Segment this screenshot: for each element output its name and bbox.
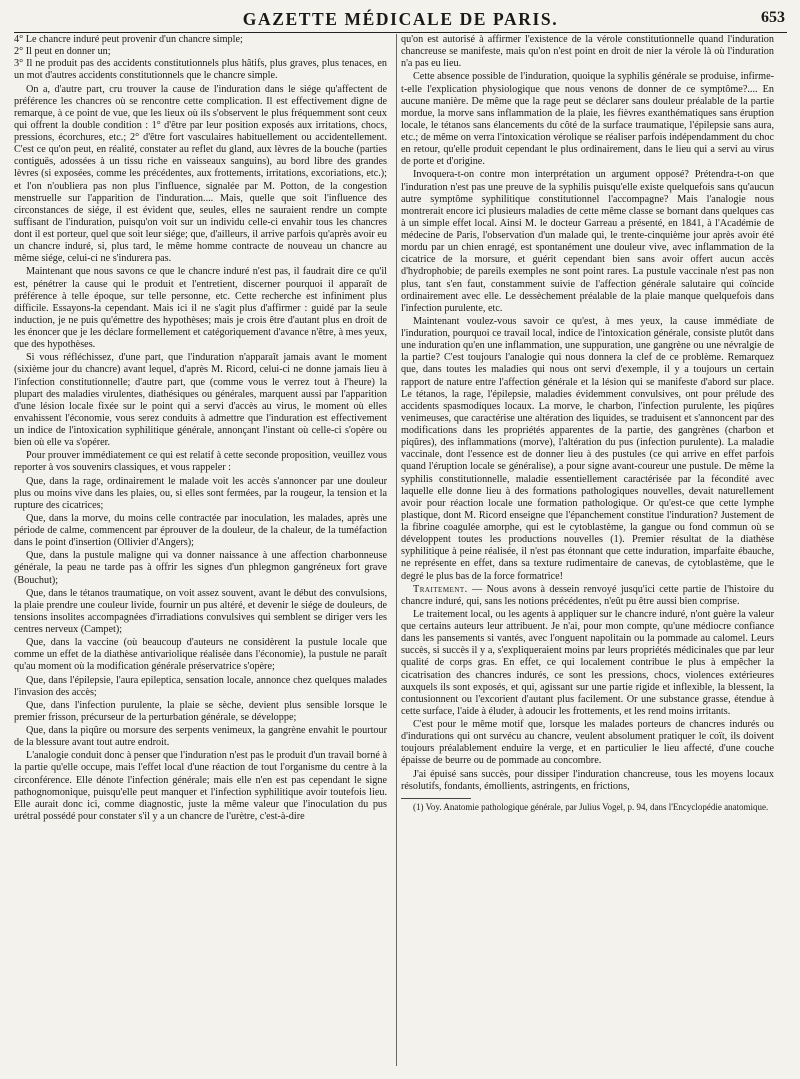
paragraph: 2° Il peut en donner un; xyxy=(14,46,111,58)
paragraph: J'ai épuisé sans succès, pour dissiper l'induration chancreuse, tous les moyens locaux résolutifs, fondants, émollients, astringents, en frictions, xyxy=(401,768,774,792)
column-divider xyxy=(396,34,397,1066)
paragraph: 4° Le chancre induré peut provenir d'un chancre simple; xyxy=(14,34,243,45)
paragraph: Maintenant voulez-vous savoir ce qu'est, à mes yeux, la cause immédiate de l'induration, pourquoi ce travail local, indice de l'intoxication générale, consiste plutôt dans une induration qu'en une inflammation, une suppuration, une gangrène ou une névralgie de la partie? C'est toujours l'analogie qui nous donnera la clef de ce problème. Remarquez que, dans toutes les maladies qui nous ont servi d'exemple, il y a toujours un certain rapport de nature entre l'affection générale et la lésion qui se manifeste d'abord sur place. Le tétanos, la rage, l'épilepsie, maladies évidemment convulsives, ont pour prélude des accidents spasmodiques locaux. La morve, le charbon, l'infection purulente, les piqûres venimeuses, que caractérise une altération des liquides, se traduisent et s'annoncent par des modifications dans les propriétés apparentes de la partie, des gangrènes (charbon et piqûres), des inflammations (morve), l'altération du pus (infection purulente). La maladie vaccinale, dont l'essence est de donner lieu à des pustules (ce qui arrive en effet parfois quand l'éruption locale se généralise), a pour signe avant-coureur une pustule. De même la syphilis constitutionnelle, maladie essentiellement caractérisée par la fécondité avec laquelle elle donne lieu à des formations pathologiques nouvelles, devait naturellement avoir pour réaction locale une formation pathologique. Or qu'est-ce que cette lymphe plastique, dont M. Ricord enseigne que l'épanchement constitue l'induration? Justement de la fibrine coagulée amorphe, qui est le cytoblastème, la gangue ou fond commun où se développent toutes les productions nouvelles (1). Premier résultat de la diathèse syphilitique à peine réalisée, il n'est pas étonnant que cette induration, imparfaite ébauche, ne représente en effet, dans sa texture rudimentaire de canevas, de cytoblastème, que le degré le plus bas de la force formatrice! xyxy=(401,315,774,582)
paragraph: C'est pour le même motif que, lorsque les malades porteurs de chancres indurés ou d'indurations qui ont survécu au chancre, veulent absolument pratiquer le coït, ils doivent toujours préalablement enduire la verge, et en particulier le lieu affecté, d'une couche épaisse de beurre ou de pommade au concombre. xyxy=(401,719,774,767)
footnote: (1) Voy. Anatomie pathologique générale, par Julius Vogel, p. 94, dans l'Encyclopédie anatomique. xyxy=(413,801,769,812)
page-header xyxy=(14,0,787,33)
paragraph: Que, dans l'épilepsie, l'aura epileptica, sensation locale, annonce chez quelques malades l'invasion des accès; xyxy=(14,674,387,698)
footnote-rule xyxy=(401,798,471,799)
paragraph: 3° Il ne produit pas des accidents constitutionnels plus hâtifs, plus graves, plus tenaces, en un mot d'autres accidents constitutionnels que le chancre simple. xyxy=(14,58,387,82)
journal-title: GAZETTE MÉDICALE DE PARIS. xyxy=(242,9,559,29)
paragraph: L'analogie conduit donc à penser que l'induration n'est pas le produit d'un travail borné à la partie qu'elle occupe, mais l'effet local d'une réaction de tout l'organisme du centre à la circonférence. Elle dénote l'infection générale; mais elle n'en est pas cependant le signe pathognomonique, puisqu'elle peut manquer et l'infection syphilitique avoir toutefois lieu. Elle aurait donc ici, comme diagnostic, juste la même valeur que l'inoculation du pus urétral possédé pour constater s'il y a un chancre de l'urètre, c'est-à-dire xyxy=(14,750,387,822)
paragraph: Invoquera-t-on contre mon interprétation un argument opposé? Prétendra-t-on que l'induration n'est pas une preuve de la syphilis puisqu'elle existe quelquefois sans qu'aucun autre symptôme syphilitique constitutionnel l'accompagne? Mais l'analogie nous montrerait encore ici plusieurs maladies de cette même classe se bornant dans quelques cas à un simple effet local. Ainsi M. le docteur Garreau a présenté, en 1841, à l'Académie de médecine de Paris, l'observation d'un malade qui, le trente-cinquième jour après avoir été mordu par un chien enragé, est spontanément une douleur vive, avec inflammation de la cicatrice de la morsure, et guérit cependant bien sans avoir offert aucun accès d'hydrophobie; de pareils exemples ne sont point rares. La pustule vaccinale n'est pas non plus, tant s'en faut, constamment suivie de l'affection générale salutaire qui coïncide ordinairement avec elle. Le dessèchement préalable de la plaie manque quelquefois dans l'infection purulente, etc. xyxy=(401,169,774,314)
paragraph-text: Nous avons à dessein renvoyé jusqu'ici cette partie de l'histoire du chancre induré, qui, sans les notions précédentes, n'eût pu être aussi bien comprise. xyxy=(401,583,774,607)
paragraph: Si vous réfléchissez, d'une part, que l'induration n'apparaît jamais avant le moment (sixième jour du chancre) avant lequel, d'après M. Ricord, celui-ci ne donne jamais lieu à l'infection constitutionnelle; d'autre part, que (comme vous le verrez tout à l'heure) la plupart des maladies virulentes, diathésiques ou générales, marquent aussi par l'apparition d'une lésion locale fixée sur le point qui a servi d'accès au virus, le moment où elles envahissent l'économie, vous serez conduits à admettre que l'induration est effectivement un indice de l'intoxication syphilitique générale, annonçant l'instant où celle-ci s'opère ou bien où elle va s'opérer. xyxy=(14,352,387,449)
paragraph: Le traitement local, ou les agents à appliquer sur le chancre induré, n'ont guère la valeur que certains auteurs leur attribuent. Je n'ai, pour mon compte, qu'une médiocre confiance dans les pansements si vantés, avec l'onguent napolitain ou la pommade au calomel. Leurs succès, si succès il y a, s'expliqueraient moins par leurs propriétés médicinales que par leur qualité de corps gras. En effet, ce qui localement contribue le plus à empêcher la cicatrisation des chancres indurés, ce sont les pressions, chocs, violences extérieures auxquels ils sont exposés, et qui, agissant sur une partie rigide et inflexible, la blessent, la contusionnent ou l'excorient d'autant plus facilement. Or une substance grasse, étendue à cette surface, l'aide à éluder, à adoucir les frottements, et les rend moins irritants. xyxy=(401,608,774,717)
paragraph: Pour prouver immédiatement ce qui est relatif à cette seconde proposition, veuillez vous reporter à vos souvenirs classiques, et vous rappeler : xyxy=(14,450,387,474)
two-column-body xyxy=(14,34,787,1079)
traitement-paragraph: Traitement. — Nous avons à dessein renvoyé jusqu'ici cette partie de l'histoire du chancre induré, qui, sans les notions précédentes, n'eût pu être aussi bien comprise. xyxy=(401,583,774,607)
left-column xyxy=(14,34,387,1079)
page-number: 653 xyxy=(761,9,785,26)
paragraph: Que, dans la rage, ordinairement le malade voit les accès s'annoncer par une douleur plus ou moins vive dans les plaies, ou, si elles sont fermées, par la rougeur, la tension et la rupture des cicatrices; xyxy=(14,475,387,511)
paragraph: Que, dans la pustule maligne qui va donner naissance à une affection charbonneuse générale, la peau ne tarde pas à offrir les signes d'un phlegmon gangréneux fort grave (Bouchut); xyxy=(14,550,387,586)
paragraph: Que, dans l'infection purulente, la plaie se sèche, devient plus sensible lorsque le premier frisson, précurseur de la perturbation générale, se développe; xyxy=(14,699,387,723)
paragraph: Que, dans le tétanos traumatique, on voit assez souvent, avant le début des convulsions, la plaie prendre une couleur livide, fournir un pus altéré, et devenir le siége de douleurs, de tensions insolites accompagnées d'irradiations convulsives qui semblent se diriger vers les centres nerveux (Campet); xyxy=(14,587,387,635)
paragraph: On a, d'autre part, cru trouver la cause de l'induration dans le siége qu'affectent de préférence les chancres où se rencontre cette complication. Il est effectivement digne de remarque, à ce point de vue, que les lieux où ils s'observent le plus fréquemment sont ceux qui offrent la double condition : 1° d'être par leur position exposés aux irritations, chocs, pressions, écorchures, etc.; 2° d'être fort vasculaires habituellement ou accidentellement. C'est ce qu'on peut, en réalité, constater au reflet du gland, aux lèvres de la bouche (parties contiguës, adossées à un tissu riche en vaisseaux sanguins), au bord libre des grandes lèvres (si exposées, comme les précédentes, aux frottements, irritations, excoriations, etc.); et l'on n'oubliera pas non plus l'influence, signalée par M. Potton, de la congestion menstruelle sur l'apparition de l'induration.... Mais, quelle que soit l'influence des circonstances de siége, il est évident que, seules, elles ne sauraient rendre un compte suffisant de l'induration, puisqu'on voit sur un individu celle-ci envahir tous les chancres dont il est porteur, quel que soit leur siége; que, d'ailleurs, il arrive parfois qu'après avoir eu un chancre induré, si, plus tard, le même homme contracte de nouveau un chancre au même siége, celui-ci ne s'indurera pas. xyxy=(14,83,387,265)
paragraph: qu'on est autorisé à affirmer l'existence de la vérole constitutionnelle quand l'induration chancreuse se manifeste, mais qu'on n'est point en droit de nier la vérole là où l'induration n'a pas eu lieu. xyxy=(401,34,774,70)
paragraph: Que, dans la vaccine (où beaucoup d'auteurs ne considèrent la pustule locale que comme un effet de la diathèse antivariolique réalisée dans l'économie), la pustule ne paraît qu'au moment où la modification générale préservatrice s'opère; xyxy=(14,637,387,673)
right-column xyxy=(401,34,774,1079)
paragraph: Cette absence possible de l'induration, quoique la syphilis générale se produise, infirme-t-elle l'explication physiologique que nous venons de donner de ce symptôme?.... En aucune manière. De même que la rage peut se déclarer sans douleur préalable de la partie mordue, la morve sans inflammation de la plaie, les fièvres exanthématiques sans éruption locale, le tétanos sans élancements du côté de la surface traumatique, l'épilepsie sans aura, etc.; de même on verra l'intoxication vérolique se réaliser parfois indépendamment du choc en retour, qu'elle produit cependant le plus ordinairement, dans le lieu qui a servi au virus de porte et d'origine. xyxy=(401,71,774,168)
paragraph: Maintenant que nous savons ce que le chancre induré n'est pas, il faudrait dire ce qu'il est, pénétrer la cause qui le produit et l'entretient, discerner pourquoi il apparaît de préférence à telle époque, sur telle personne, etc. Cette recherche est infiniment plus difficile. Essayons-la cependant. Mais ici il ne s'agit plus d'affirmer : guidé par la seule induction, je ne puis qu'émettre des hypothèses; mais je crois être d'autant plus en droit de les énoncer que je les déclare formellement et catégoriquement d'avance n'être, à mes yeux, que des hypothèses. xyxy=(14,266,387,351)
section-heading-traitement: Traitement. xyxy=(413,583,468,595)
paragraph: Que, dans la piqûre ou morsure des serpents venimeux, la gangrène envahit le pourtour de la blessure avant tout autre endroit. xyxy=(14,725,387,749)
paragraph: Que, dans la morve, du moins celle contractée par inoculation, les malades, après une période de calme, commencent par éprouver de la douleur, de la chaleur, de la tuméfaction dans le point d'insertion (Ollivier d'Angers); xyxy=(14,512,387,549)
